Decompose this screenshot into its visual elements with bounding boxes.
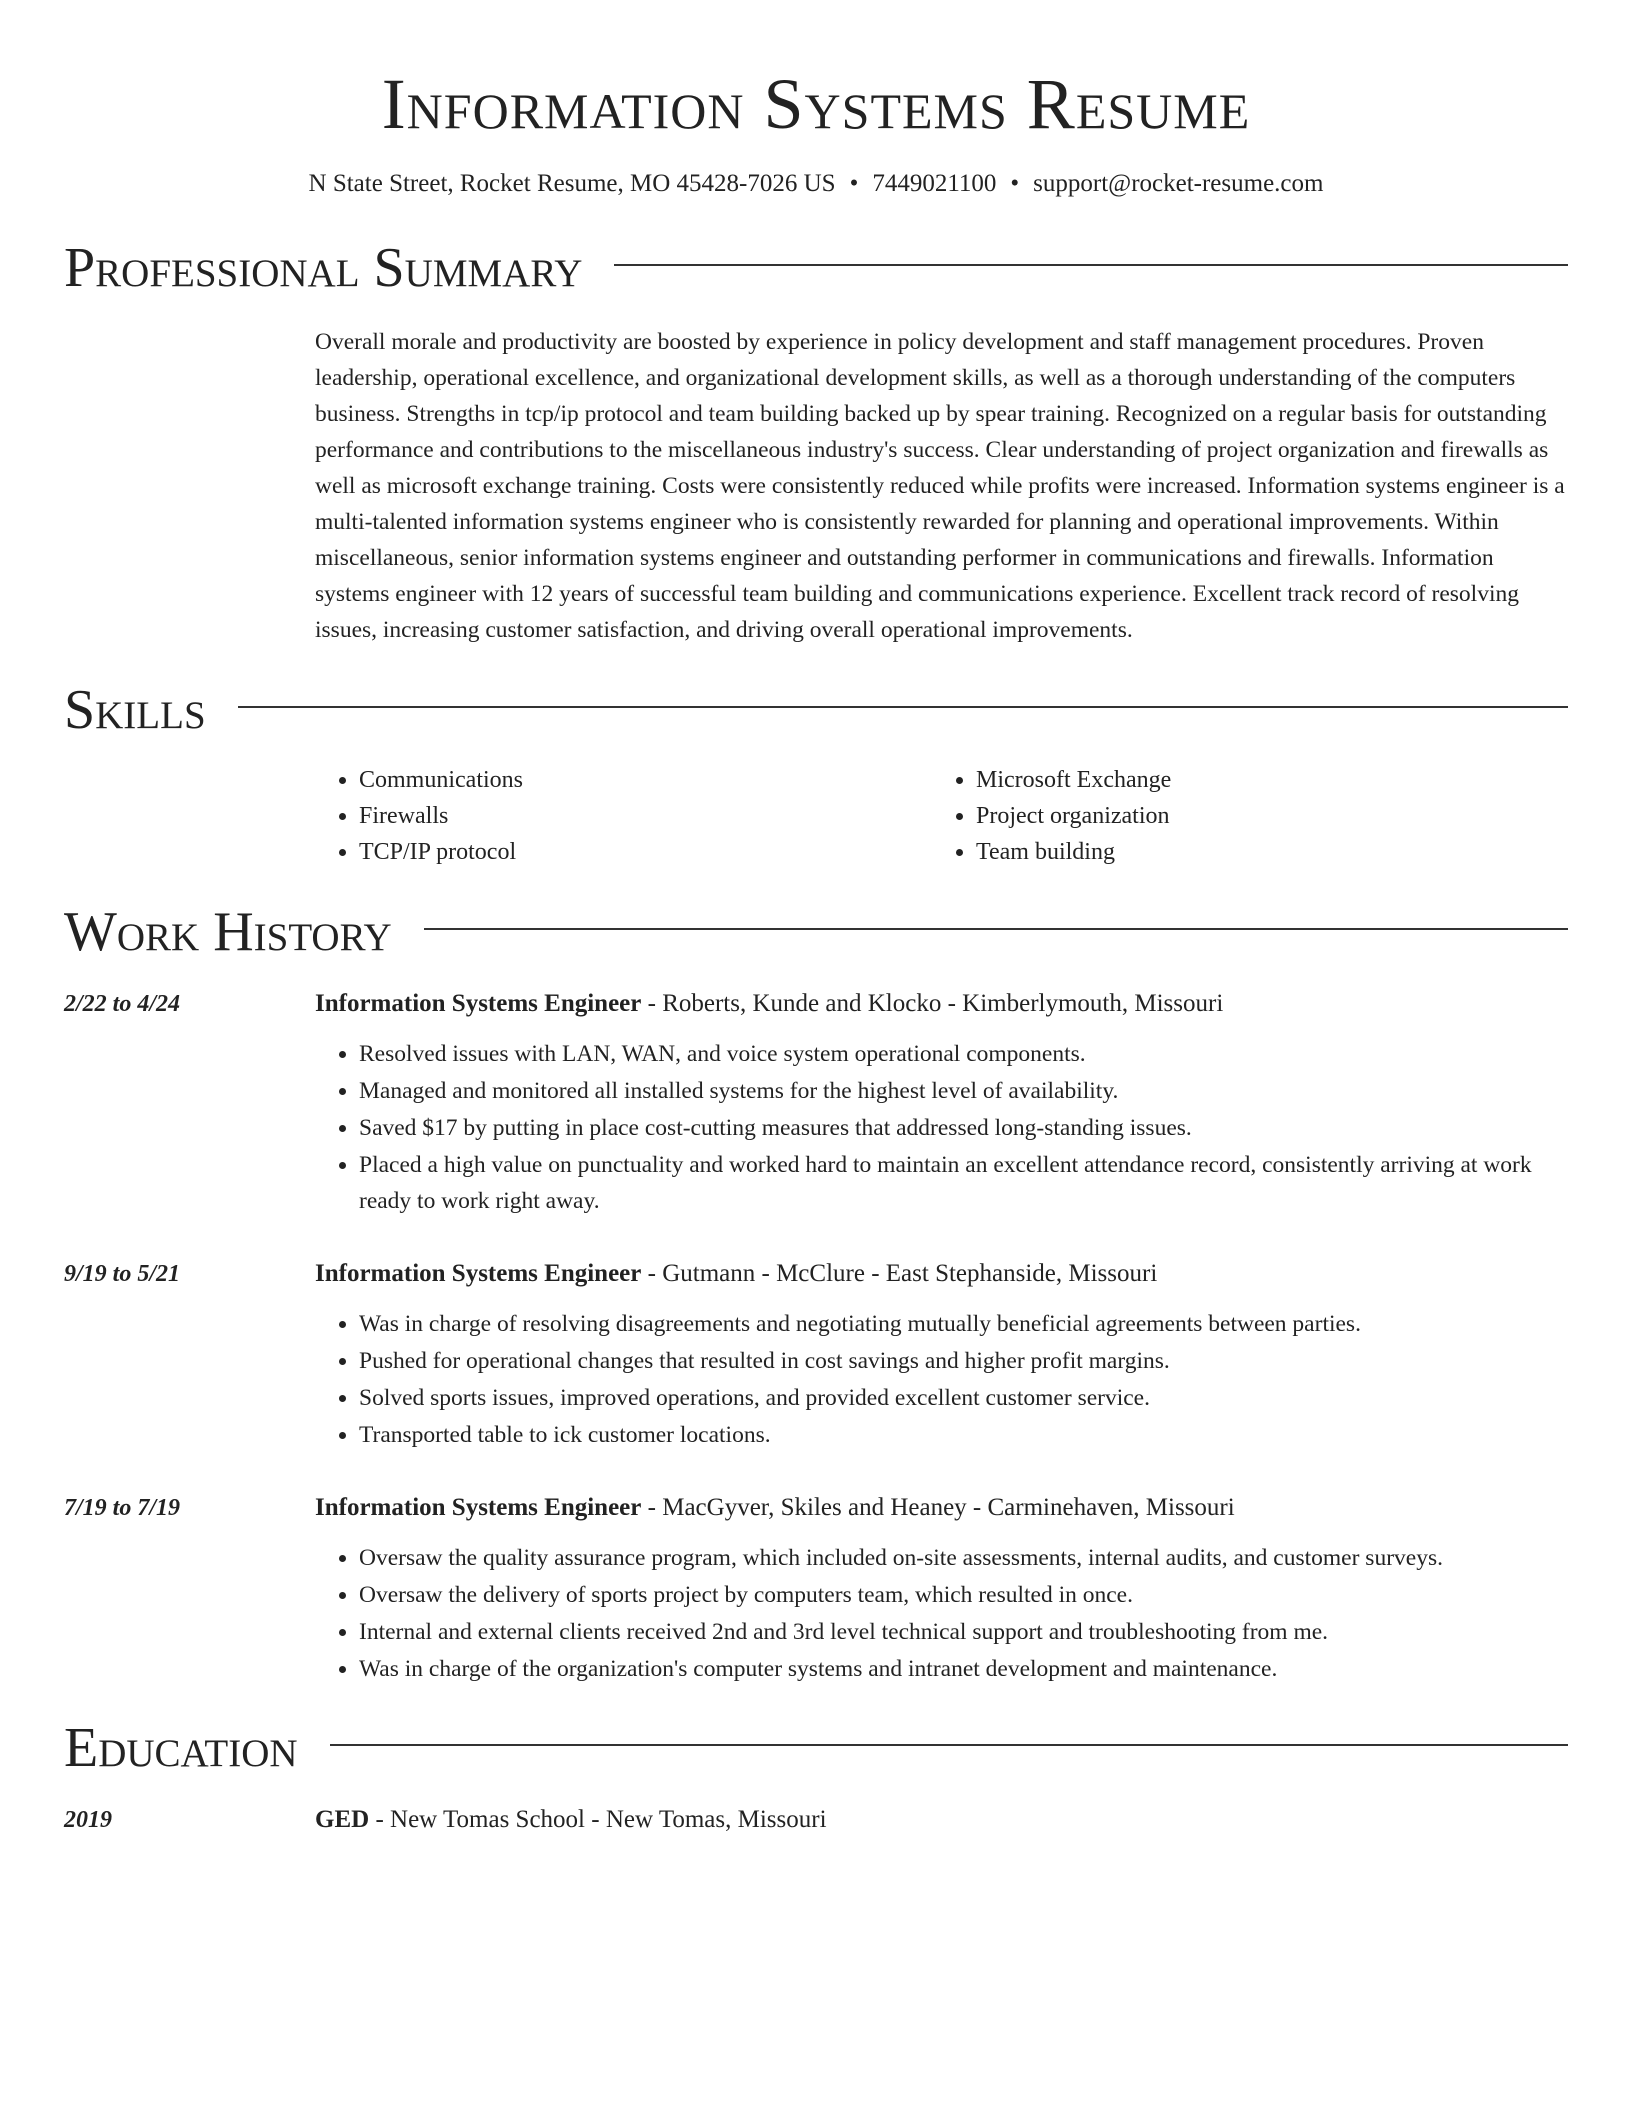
skills-heading: Skills bbox=[64, 679, 206, 741]
job-body bbox=[315, 1490, 1568, 1688]
section-divider bbox=[330, 1744, 1568, 1746]
education-entry bbox=[64, 1802, 1568, 1838]
education-school: - New Tomas School - New Tomas, Missouri bbox=[369, 1806, 827, 1833]
job-title-line bbox=[315, 986, 1568, 1022]
job-title-line bbox=[315, 1490, 1568, 1526]
job-bullets bbox=[315, 1540, 1568, 1687]
summary-text: Overall morale and productivity are boosted by experience in policy development and staff management procedures. Proven leadership, operational excellence, and organizational development skills, as well as a thorough understanding of the computers business. Strengths in tcp/ip protocol and team building backed up by spear training. Recognized on a regular basis for outstanding performance and contributions to the miscellaneous industry's success. Clear understanding of project organization and firewalls as well as microsoft exchange training. Costs were consistently reduced while profits were increased. Information systems engineer is a multi-talented information systems engineer who is consistently rewarded for planning and operational improvements. Within miscellaneous, senior information systems engineer and outstanding performer in communications and firewalls. Information systems engineer with 12 years of successful team building and communications experience. Excellent track record of resolving issues, increasing customer satisfaction, and driving overall operational improvements. bbox=[315, 329, 1565, 643]
contact-line bbox=[64, 168, 1568, 200]
skill-item: • Project organization bbox=[976, 798, 1549, 834]
skills-column-left bbox=[315, 762, 932, 870]
section-divider bbox=[424, 928, 1568, 930]
job-date: 7/19 to 7/19 bbox=[64, 1495, 181, 1521]
job-title-line bbox=[315, 1256, 1568, 1292]
job-bullets bbox=[315, 1306, 1568, 1453]
skill-item: • Communications bbox=[359, 762, 932, 798]
contact-email: support@rocket-resume.com bbox=[1033, 170, 1324, 197]
skill-item: • TCP/IP protocol bbox=[359, 834, 932, 870]
resume-title: Information Systems Resume bbox=[381, 64, 1251, 144]
job-title: Information Systems Engineer bbox=[315, 1494, 642, 1521]
education-date: 2019 bbox=[64, 1807, 112, 1833]
job-entry bbox=[64, 1256, 1568, 1454]
job-bullet: • Saved $17 by putting in place cost-cutting measures that addressed long-standing issues. bbox=[359, 1110, 1568, 1146]
skill-item: • Firewalls bbox=[359, 798, 932, 834]
job-employer: - Gutmann - McClure - East Stephanside, Missouri bbox=[641, 1260, 1158, 1287]
work-heading: Work History bbox=[64, 901, 392, 963]
job-bullet: • Solved sports issues, improved operations, and provided excellent customer service. bbox=[359, 1380, 1568, 1416]
job-bullet: • Pushed for operational changes that resulted in cost savings and higher profit margins. bbox=[359, 1343, 1568, 1379]
summary-section-header bbox=[64, 236, 1568, 300]
skills-list bbox=[315, 762, 1568, 870]
education-degree: GED bbox=[315, 1806, 370, 1833]
education-line bbox=[315, 1802, 1568, 1838]
resume-page bbox=[64, 0, 1568, 1838]
skill-item: • Microsoft Exchange bbox=[976, 762, 1549, 798]
job-bullets bbox=[315, 1036, 1568, 1219]
summary-heading: Professional Summary bbox=[64, 237, 583, 299]
job-body bbox=[315, 986, 1568, 1220]
education-section-header bbox=[64, 1716, 1568, 1780]
job-employer: - MacGyver, Skiles and Heaney - Carminehaven, Missouri bbox=[641, 1494, 1235, 1521]
skills-section-header bbox=[64, 678, 1568, 742]
job-body bbox=[315, 1256, 1568, 1454]
job-entry bbox=[64, 986, 1568, 1220]
job-bullet: • Managed and monitored all installed systems for the highest level of availability. bbox=[359, 1073, 1568, 1109]
education-heading: Education bbox=[64, 1717, 298, 1779]
job-title: Information Systems Engineer bbox=[315, 1260, 642, 1287]
section-divider bbox=[238, 706, 1568, 708]
job-bullet: • Placed a high value on punctuality and worked hard to maintain an excellent attendance record, consistently arriving at work ready to work right away. bbox=[359, 1147, 1568, 1219]
job-date: 2/22 to 4/24 bbox=[64, 991, 181, 1017]
job-entry bbox=[64, 1490, 1568, 1688]
job-title: Information Systems Engineer bbox=[315, 990, 642, 1017]
section-divider bbox=[614, 264, 1568, 266]
contact-phone: 7449021100 bbox=[872, 170, 997, 197]
work-section-header bbox=[64, 900, 1568, 964]
skill-item: • Team building bbox=[976, 834, 1549, 870]
work-history-list bbox=[64, 986, 1568, 1688]
job-bullet: • Internal and external clients received 2nd and 3rd level technical support and troubleshooting from me. bbox=[359, 1614, 1568, 1650]
job-bullet: • Was in charge of resolving disagreements and negotiating mutually beneficial agreements between parties. bbox=[359, 1306, 1568, 1342]
skills-column-right bbox=[932, 762, 1549, 870]
job-bullet: • Resolved issues with LAN, WAN, and voice system operational components. bbox=[359, 1036, 1568, 1072]
job-employer: - Roberts, Kunde and Klocko - Kimberlymouth, Missouri bbox=[641, 990, 1224, 1017]
job-date: 9/19 to 5/21 bbox=[64, 1261, 181, 1287]
contact-separator: • bbox=[1010, 170, 1020, 197]
contact-separator: • bbox=[849, 170, 859, 197]
education-body bbox=[315, 1802, 1568, 1838]
job-bullet: • Transported table to ick customer locations. bbox=[359, 1417, 1568, 1453]
job-bullet: • Oversaw the delivery of sports project by computers team, which resulted in once. bbox=[359, 1577, 1568, 1613]
contact-address: N State Street, Rocket Resume, MO 45428-7026 US bbox=[308, 170, 836, 197]
job-bullet: • Was in charge of the organization's computer systems and intranet development and maintenance. bbox=[359, 1651, 1568, 1687]
job-bullet: • Oversaw the quality assurance program, which included on-site assessments, internal audits, and customer surveys. bbox=[359, 1540, 1568, 1576]
